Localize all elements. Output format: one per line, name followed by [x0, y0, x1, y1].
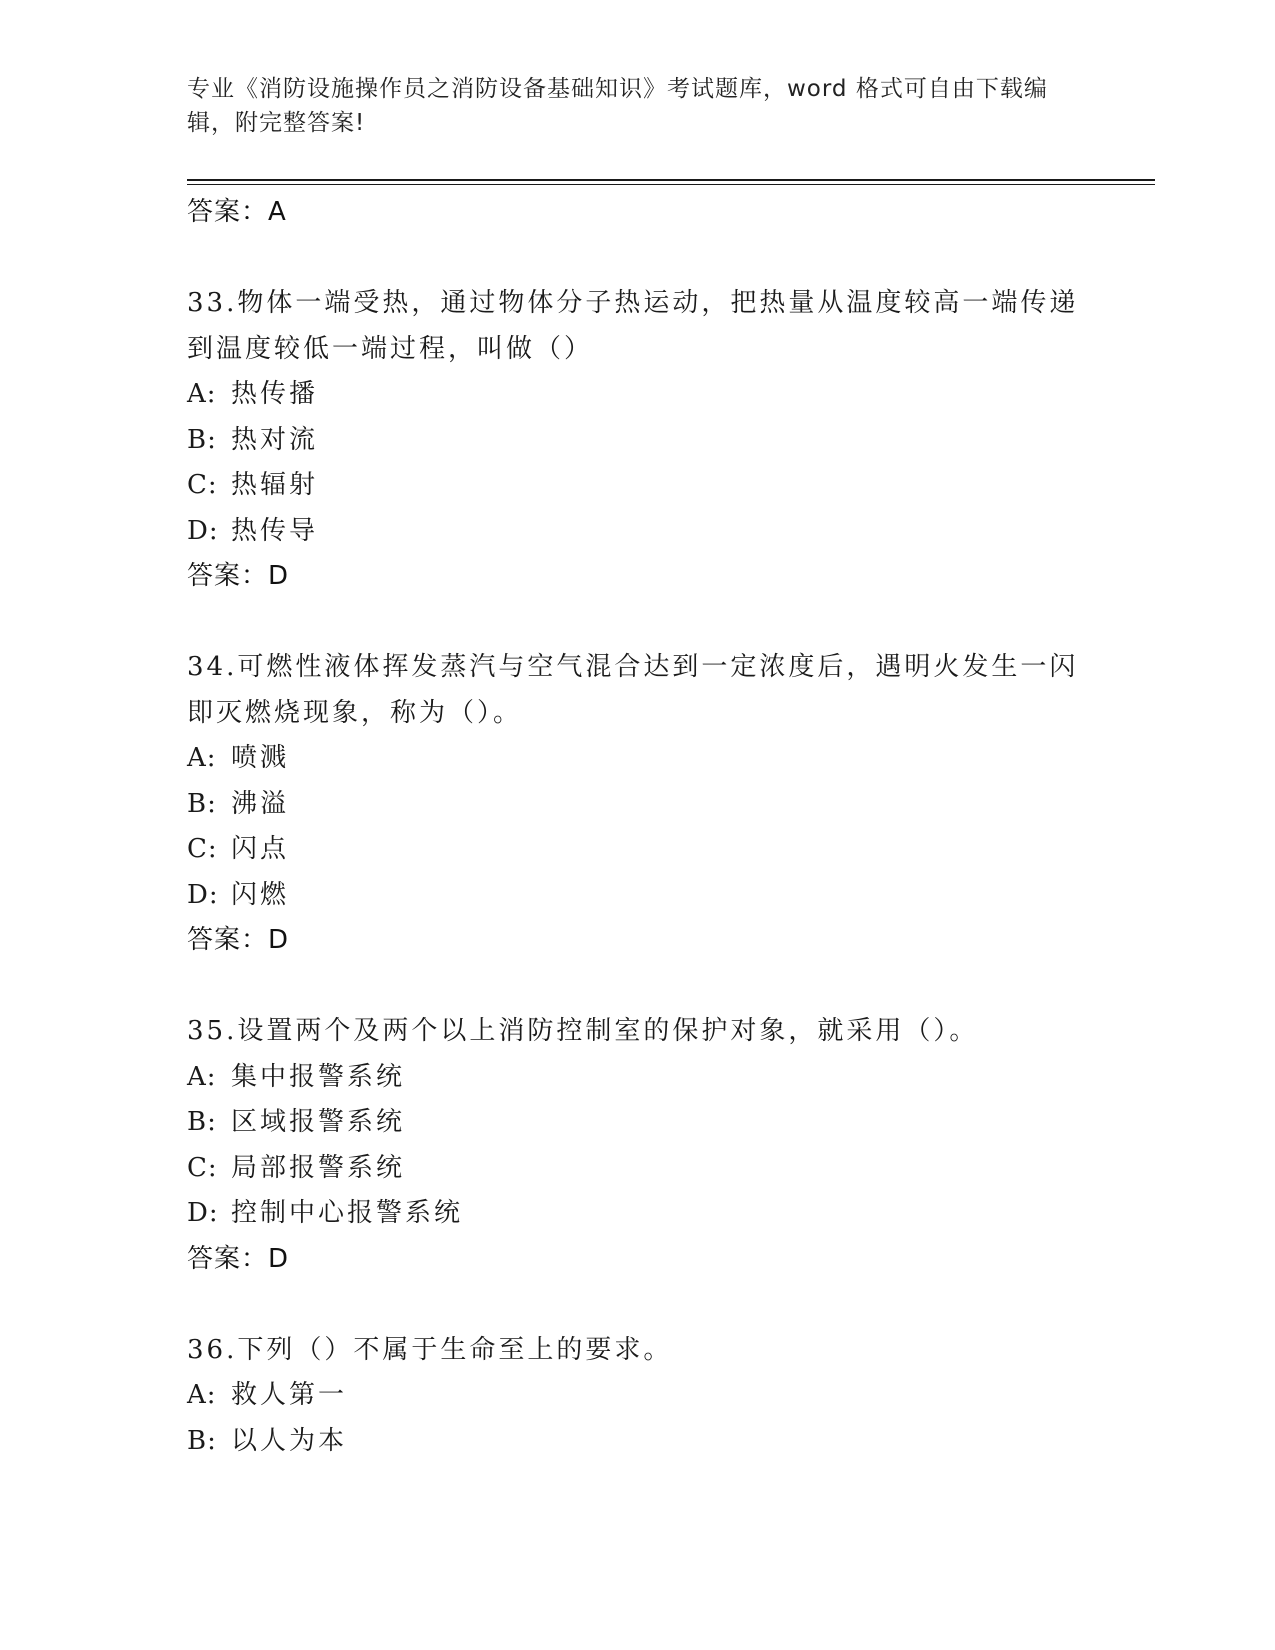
option-c — [187, 827, 1087, 873]
option-letter: A: — [187, 379, 217, 409]
option-b — [187, 418, 1087, 464]
option-d — [187, 873, 1087, 919]
option-c — [187, 463, 1087, 509]
document-header — [187, 72, 1067, 140]
option-b — [187, 782, 1087, 828]
option-b — [187, 1419, 1087, 1465]
header-rule-thin — [187, 184, 1155, 185]
option-text: 集中报警系统 — [231, 1061, 406, 1092]
answer-line: 答案：D — [187, 925, 290, 955]
option-a — [187, 1055, 1087, 1101]
option-text: 沸溢 — [231, 788, 290, 819]
option-text: 热传播 — [231, 379, 319, 409]
question-stem: 33.物体一端受热，通过物体分子热运动，把热量从温度较高一端传递 — [187, 288, 1079, 318]
option-text: 局部报警系统 — [231, 1152, 406, 1183]
option-a — [187, 736, 1087, 782]
option-d — [187, 1191, 1087, 1237]
option-letter: B: — [187, 424, 217, 455]
option-a — [187, 372, 1087, 418]
header-line-1: 专业《消防设施操作员之消防设备基础知识》考试题库，word 格式可自由下载编 — [187, 76, 1048, 102]
question-stem: 34.可燃性液体挥发蒸汽与空气混合达到一定浓度后，遇明火发生一闪 — [187, 652, 1079, 682]
spacer — [187, 964, 1087, 1010]
answer-line: 答案：D — [187, 1243, 290, 1274]
question-stem: 36.下列（）不属于生命至上的要求。 — [187, 1334, 673, 1365]
spacer — [187, 236, 1087, 282]
question-33 — [187, 281, 1087, 600]
option-text: 喷溅 — [231, 743, 290, 773]
option-letter: B: — [187, 1107, 217, 1137]
spacer — [187, 600, 1087, 646]
question-35 — [187, 1009, 1087, 1282]
header-rule-thick — [187, 179, 1155, 181]
option-c — [187, 1146, 1087, 1192]
option-b — [187, 1100, 1087, 1146]
option-letter: C: — [187, 834, 218, 864]
option-text: 控制中心报警系统 — [231, 1198, 464, 1228]
option-text: 热传导 — [231, 515, 319, 546]
option-text: 闪点 — [231, 834, 290, 864]
option-text: 以人为本 — [231, 1425, 348, 1456]
spacer — [187, 1282, 1087, 1328]
option-text: 区域报警系统 — [231, 1107, 406, 1137]
question-34 — [187, 645, 1087, 964]
question-list — [187, 190, 1087, 1464]
option-text: 热对流 — [231, 424, 319, 455]
answer-line: 答案：D — [187, 561, 290, 591]
option-letter: A: — [187, 1380, 217, 1410]
option-text: 救人第一 — [231, 1380, 348, 1410]
option-text: 热辐射 — [231, 470, 319, 500]
option-text: 闪燃 — [231, 879, 290, 910]
option-letter: A: — [187, 743, 217, 773]
option-letter: B: — [187, 788, 217, 819]
question-36 — [187, 1328, 1087, 1465]
option-letter: D: — [187, 515, 219, 546]
option-letter: C: — [187, 1152, 218, 1183]
option-letter: D: — [187, 1198, 219, 1228]
previous-answer: 答案：A — [187, 197, 287, 227]
header-line-2: 辑，附完整答案! — [187, 110, 366, 136]
option-letter: C: — [187, 470, 218, 500]
option-letter: B: — [187, 1425, 217, 1456]
option-letter: A: — [187, 1061, 217, 1092]
option-letter: D: — [187, 879, 219, 910]
question-stem: 到温度较低一端过程，叫做（） — [187, 333, 594, 364]
question-stem: 即灭燃烧现象，称为（）。 — [187, 697, 523, 728]
question-stem: 35.设置两个及两个以上消防控制室的保护对象，就采用（）。 — [187, 1016, 979, 1046]
option-d — [187, 509, 1087, 555]
option-a — [187, 1373, 1087, 1419]
